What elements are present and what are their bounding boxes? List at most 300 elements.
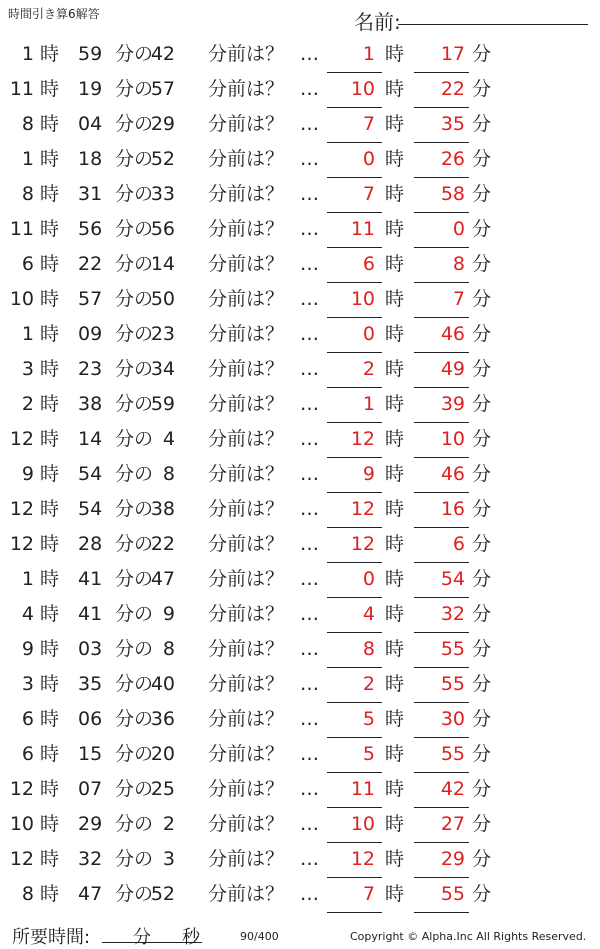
problem-row	[0, 248, 600, 283]
minutes-before: 3	[162, 848, 175, 870]
problem-hour: 6	[21, 708, 34, 730]
problem-minute: 18	[78, 148, 103, 170]
answer-minute-label: 分	[472, 358, 492, 380]
minutes-before: 47	[150, 568, 175, 590]
answer-minute: 35	[440, 113, 465, 135]
hour-label: 時	[40, 778, 60, 800]
answer-hour: 12	[350, 498, 375, 520]
problem-row	[0, 178, 600, 213]
answer-hour-label: 時	[385, 673, 405, 695]
problem-minute: 41	[78, 568, 103, 590]
problem-row	[0, 563, 600, 598]
hour-label: 時	[40, 393, 60, 415]
minute-of-label: 分の	[115, 78, 154, 100]
copyright: Copyright © Alpha.Inc All Rights Reserved.	[350, 930, 587, 943]
problem-hour: 10	[9, 813, 34, 835]
ellipsis: …	[300, 323, 319, 345]
ellipsis: …	[300, 498, 319, 520]
ellipsis: …	[300, 393, 319, 415]
hour-label: 時	[40, 428, 60, 450]
minutes-before: 36	[150, 708, 175, 730]
answer-hour: 7	[362, 183, 375, 205]
problem-row	[0, 493, 600, 528]
problem-row	[0, 353, 600, 388]
hour-label: 時	[40, 148, 60, 170]
minute-of-label: 分の	[115, 463, 154, 485]
answer-minute-label: 分	[472, 288, 492, 310]
answer-minute: 22	[440, 78, 465, 100]
hour-label: 時	[40, 288, 60, 310]
problem-hour: 11	[9, 218, 34, 240]
problem-hour: 8	[21, 183, 34, 205]
minutes-before: 57	[150, 78, 175, 100]
minutes-before: 40	[150, 673, 175, 695]
minute-of-label: 分の	[115, 253, 154, 275]
problem-minute: 59	[78, 43, 103, 65]
problem-minute: 38	[78, 393, 103, 415]
answer-hour: 10	[350, 813, 375, 835]
before-label: 分前は？	[208, 288, 285, 310]
before-label: 分前は？	[208, 848, 285, 870]
answer-minute-label: 分	[472, 638, 492, 660]
hour-label: 時	[40, 848, 60, 870]
problem-row	[0, 143, 600, 178]
answer-minute: 42	[440, 778, 465, 800]
minutes-before: 59	[150, 393, 175, 415]
before-label: 分前は？	[208, 708, 285, 730]
answer-minute-label: 分	[472, 113, 492, 135]
problem-row	[0, 283, 600, 318]
answer-minute-label: 分	[472, 218, 492, 240]
ellipsis: …	[300, 673, 319, 695]
problem-minute: 35	[78, 673, 103, 695]
problem-hour: 6	[21, 253, 34, 275]
before-label: 分前は？	[208, 743, 285, 765]
answer-hour: 0	[362, 323, 375, 345]
problem-hour: 2	[21, 393, 34, 415]
ellipsis: …	[300, 253, 319, 275]
answer-minute: 0	[452, 218, 465, 240]
answer-hour-label: 時	[385, 148, 405, 170]
before-label: 分前は？	[208, 148, 285, 170]
problem-row	[0, 598, 600, 633]
problem-minute: 31	[78, 183, 103, 205]
minutes-before: 14	[150, 253, 175, 275]
problem-row	[0, 38, 600, 73]
hour-label: 時	[40, 603, 60, 625]
answer-minute-label: 分	[472, 708, 492, 730]
answer-minute: 55	[440, 673, 465, 695]
ellipsis: …	[300, 778, 319, 800]
problem-row	[0, 843, 600, 878]
answer-minute: 49	[440, 358, 465, 380]
minutes-before: 9	[162, 603, 175, 625]
problem-row	[0, 738, 600, 773]
answer-minute-label: 分	[472, 883, 492, 905]
before-label: 分前は？	[208, 603, 285, 625]
minutes-before: 38	[150, 498, 175, 520]
minutes-before: 8	[162, 638, 175, 660]
problem-hour: 8	[21, 883, 34, 905]
minute-of-label: 分の	[115, 603, 154, 625]
ellipsis: …	[300, 708, 319, 730]
minute-of-label: 分の	[115, 743, 154, 765]
hour-label: 時	[40, 113, 60, 135]
minute-of-label: 分の	[115, 883, 154, 905]
minute-of-label: 分の	[115, 393, 154, 415]
problem-minute: 19	[78, 78, 103, 100]
before-label: 分前は？	[208, 883, 285, 905]
required-time-second-label: 秒	[182, 927, 200, 948]
answer-minute-label: 分	[472, 848, 492, 870]
answer-hour: 12	[350, 428, 375, 450]
answer-minute-label: 分	[472, 743, 492, 765]
minute-of-label: 分の	[115, 708, 154, 730]
ellipsis: …	[300, 883, 319, 905]
before-label: 分前は？	[208, 428, 285, 450]
problem-hour: 9	[21, 638, 34, 660]
hour-label: 時	[40, 883, 60, 905]
ellipsis: …	[300, 358, 319, 380]
problem-minute: 54	[78, 463, 103, 485]
answer-minute-label: 分	[472, 533, 492, 555]
problem-minute: 09	[78, 323, 103, 345]
ellipsis: …	[300, 43, 319, 65]
minute-of-label: 分の	[115, 148, 154, 170]
answer-hour-label: 時	[385, 883, 405, 905]
before-label: 分前は？	[208, 778, 285, 800]
minutes-before: 23	[150, 323, 175, 345]
problem-row	[0, 318, 600, 353]
answer-hour-label: 時	[385, 708, 405, 730]
hour-label: 時	[40, 568, 60, 590]
hour-label: 時	[40, 43, 60, 65]
answer-minute: 55	[440, 638, 465, 660]
name-label: 名前:	[354, 10, 401, 34]
problem-minute: 41	[78, 603, 103, 625]
hour-label: 時	[40, 708, 60, 730]
before-label: 分前は？	[208, 78, 285, 100]
before-label: 分前は？	[208, 813, 285, 835]
answer-minute-label: 分	[472, 463, 492, 485]
problem-minute: 28	[78, 533, 103, 555]
problem-minute: 32	[78, 848, 103, 870]
hour-label: 時	[40, 183, 60, 205]
answer-hour: 1	[362, 43, 375, 65]
problem-row	[0, 633, 600, 668]
minutes-before: 52	[150, 883, 175, 905]
problem-row	[0, 668, 600, 703]
minute-of-label: 分の	[115, 113, 154, 135]
hour-label: 時	[40, 533, 60, 555]
minute-of-label: 分の	[115, 218, 154, 240]
answer-hour: 4	[362, 603, 375, 625]
answer-hour: 8	[362, 638, 375, 660]
answer-hour: 1	[362, 393, 375, 415]
answer-hour-label: 時	[385, 393, 405, 415]
answer-hour: 7	[362, 883, 375, 905]
ellipsis: …	[300, 638, 319, 660]
answer-hour: 2	[362, 358, 375, 380]
answer-minute-line	[414, 912, 469, 913]
minutes-before: 42	[150, 43, 175, 65]
answer-hour: 9	[362, 463, 375, 485]
problem-hour: 3	[21, 673, 34, 695]
minutes-before: 2	[162, 813, 175, 835]
answer-minute-label: 分	[472, 673, 492, 695]
answer-hour: 12	[350, 848, 375, 870]
problem-row	[0, 73, 600, 108]
answer-minute: 54	[440, 568, 465, 590]
minute-of-label: 分の	[115, 778, 154, 800]
problem-hour: 12	[9, 778, 34, 800]
ellipsis: …	[300, 533, 319, 555]
answer-minute: 55	[440, 883, 465, 905]
required-time-label: 所要時間:	[12, 927, 91, 948]
answer-hour-label: 時	[385, 813, 405, 835]
ellipsis: …	[300, 288, 319, 310]
answer-minute-label: 分	[472, 148, 492, 170]
before-label: 分前は？	[208, 113, 285, 135]
answer-minute: 7	[452, 288, 465, 310]
hour-label: 時	[40, 323, 60, 345]
answer-hour-label: 時	[385, 848, 405, 870]
problem-hour: 4	[21, 603, 34, 625]
problem-minute: 04	[78, 113, 103, 135]
problem-hour: 1	[21, 323, 34, 345]
problem-hour: 11	[9, 78, 34, 100]
answer-minute: 55	[440, 743, 465, 765]
problem-row	[0, 528, 600, 563]
problem-minute: 29	[78, 813, 103, 835]
answer-minute-label: 分	[472, 778, 492, 800]
minutes-before: 8	[162, 463, 175, 485]
minutes-before: 50	[150, 288, 175, 310]
minutes-before: 4	[162, 428, 175, 450]
answer-hour: 0	[362, 148, 375, 170]
before-label: 分前は？	[208, 533, 285, 555]
answer-hour-label: 時	[385, 113, 405, 135]
problem-hour: 12	[9, 848, 34, 870]
answer-minute: 30	[440, 708, 465, 730]
answer-hour-label: 時	[385, 43, 405, 65]
problem-row	[0, 808, 600, 843]
problem-minute: 15	[78, 743, 103, 765]
minute-of-label: 分の	[115, 498, 154, 520]
answer-minute-label: 分	[472, 43, 492, 65]
answer-minute: 26	[440, 148, 465, 170]
answer-hour: 11	[350, 778, 375, 800]
problem-minute: 23	[78, 358, 103, 380]
minutes-before: 52	[150, 148, 175, 170]
answer-minute: 16	[440, 498, 465, 520]
minute-of-label: 分の	[115, 43, 154, 65]
answer-hour: 2	[362, 673, 375, 695]
answer-minute: 32	[440, 603, 465, 625]
problem-minute: 56	[78, 218, 103, 240]
before-label: 分前は？	[208, 183, 285, 205]
ellipsis: …	[300, 218, 319, 240]
hour-label: 時	[40, 78, 60, 100]
answer-hour: 12	[350, 533, 375, 555]
before-label: 分前は？	[208, 218, 285, 240]
problem-minute: 57	[78, 288, 103, 310]
minute-of-label: 分の	[115, 183, 154, 205]
minutes-before: 33	[150, 183, 175, 205]
problem-minute: 06	[78, 708, 103, 730]
hour-label: 時	[40, 813, 60, 835]
problem-hour: 1	[21, 568, 34, 590]
answer-minute-label: 分	[472, 428, 492, 450]
minute-of-label: 分の	[115, 358, 154, 380]
answer-hour: 0	[362, 568, 375, 590]
answer-hour-label: 時	[385, 253, 405, 275]
problem-row	[0, 458, 600, 493]
before-label: 分前は？	[208, 253, 285, 275]
minute-of-label: 分の	[115, 533, 154, 555]
before-label: 分前は？	[208, 638, 285, 660]
problem-hour: 12	[9, 428, 34, 450]
minutes-before: 29	[150, 113, 175, 135]
answer-hour: 7	[362, 113, 375, 135]
minute-of-label: 分の	[115, 288, 154, 310]
ellipsis: …	[300, 568, 319, 590]
ellipsis: …	[300, 813, 319, 835]
problem-minute: 54	[78, 498, 103, 520]
before-label: 分前は？	[208, 323, 285, 345]
ellipsis: …	[300, 113, 319, 135]
answer-hour-label: 時	[385, 218, 405, 240]
minute-of-label: 分の	[115, 848, 154, 870]
answer-minute: 46	[440, 323, 465, 345]
answer-minute: 29	[440, 848, 465, 870]
problem-row	[0, 108, 600, 143]
answer-hour-label: 時	[385, 533, 405, 555]
problem-minute: 22	[78, 253, 103, 275]
hour-label: 時	[40, 463, 60, 485]
required-time-minute-label: 分	[133, 927, 151, 948]
answer-hour-label: 時	[385, 743, 405, 765]
ellipsis: …	[300, 148, 319, 170]
answer-minute-label: 分	[472, 78, 492, 100]
answer-hour-label: 時	[385, 498, 405, 520]
answer-minute: 6	[452, 533, 465, 555]
problem-row	[0, 423, 600, 458]
problem-minute: 07	[78, 778, 103, 800]
answer-hour-label: 時	[385, 778, 405, 800]
hour-label: 時	[40, 218, 60, 240]
problem-minute: 14	[78, 428, 103, 450]
problem-hour: 8	[21, 113, 34, 135]
minute-of-label: 分の	[115, 323, 154, 345]
ellipsis: …	[300, 848, 319, 870]
problem-minute: 03	[78, 638, 103, 660]
minutes-before: 20	[150, 743, 175, 765]
answer-hour-label: 時	[385, 183, 405, 205]
answer-hour-label: 時	[385, 78, 405, 100]
before-label: 分前は？	[208, 393, 285, 415]
ellipsis: …	[300, 428, 319, 450]
problem-hour: 6	[21, 743, 34, 765]
answer-hour-line	[327, 912, 382, 913]
before-label: 分前は？	[208, 568, 285, 590]
problem-minute: 47	[78, 883, 103, 905]
answer-hour-label: 時	[385, 358, 405, 380]
minute-of-label: 分の	[115, 813, 154, 835]
worksheet-title: 時間引き算6解答	[8, 7, 100, 21]
page-number: 90/400	[240, 930, 279, 943]
answer-hour-label: 時	[385, 428, 405, 450]
problem-hour: 3	[21, 358, 34, 380]
answer-hour-label: 時	[385, 603, 405, 625]
minutes-before: 22	[150, 533, 175, 555]
hour-label: 時	[40, 638, 60, 660]
minutes-before: 56	[150, 218, 175, 240]
answer-minute-label: 分	[472, 393, 492, 415]
answer-hour: 10	[350, 78, 375, 100]
answer-hour-label: 時	[385, 568, 405, 590]
answer-hour-label: 時	[385, 463, 405, 485]
ellipsis: …	[300, 463, 319, 485]
answer-hour-label: 時	[385, 323, 405, 345]
answer-minute: 10	[440, 428, 465, 450]
answer-hour: 5	[362, 708, 375, 730]
minute-of-label: 分の	[115, 638, 154, 660]
answer-minute-label: 分	[472, 568, 492, 590]
problem-hour: 1	[21, 43, 34, 65]
problem-hour: 9	[21, 463, 34, 485]
minute-of-label: 分の	[115, 568, 154, 590]
problem-row	[0, 878, 600, 913]
before-label: 分前は？	[208, 673, 285, 695]
ellipsis: …	[300, 183, 319, 205]
minute-of-label: 分の	[115, 428, 154, 450]
problem-hour: 12	[9, 533, 34, 555]
problem-hour: 12	[9, 498, 34, 520]
problem-list	[0, 38, 600, 913]
answer-hour-label: 時	[385, 288, 405, 310]
answer-minute-label: 分	[472, 498, 492, 520]
problem-row	[0, 703, 600, 738]
problem-row	[0, 213, 600, 248]
answer-minute-label: 分	[472, 323, 492, 345]
problem-row	[0, 388, 600, 423]
before-label: 分前は？	[208, 358, 285, 380]
ellipsis: …	[300, 603, 319, 625]
footer	[0, 920, 600, 949]
answer-hour-label: 時	[385, 638, 405, 660]
before-label: 分前は？	[208, 43, 285, 65]
hour-label: 時	[40, 673, 60, 695]
hour-label: 時	[40, 253, 60, 275]
answer-minute: 39	[440, 393, 465, 415]
problem-hour: 10	[9, 288, 34, 310]
hour-label: 時	[40, 498, 60, 520]
answer-minute-label: 分	[472, 253, 492, 275]
ellipsis: …	[300, 743, 319, 765]
answer-minute: 27	[440, 813, 465, 835]
answer-minute: 58	[440, 183, 465, 205]
answer-hour: 10	[350, 288, 375, 310]
answer-minute: 8	[452, 253, 465, 275]
answer-hour: 11	[350, 218, 375, 240]
answer-minute: 17	[440, 43, 465, 65]
answer-hour: 5	[362, 743, 375, 765]
answer-minute-label: 分	[472, 813, 492, 835]
minutes-before: 25	[150, 778, 175, 800]
answer-hour: 6	[362, 253, 375, 275]
minutes-before: 34	[150, 358, 175, 380]
